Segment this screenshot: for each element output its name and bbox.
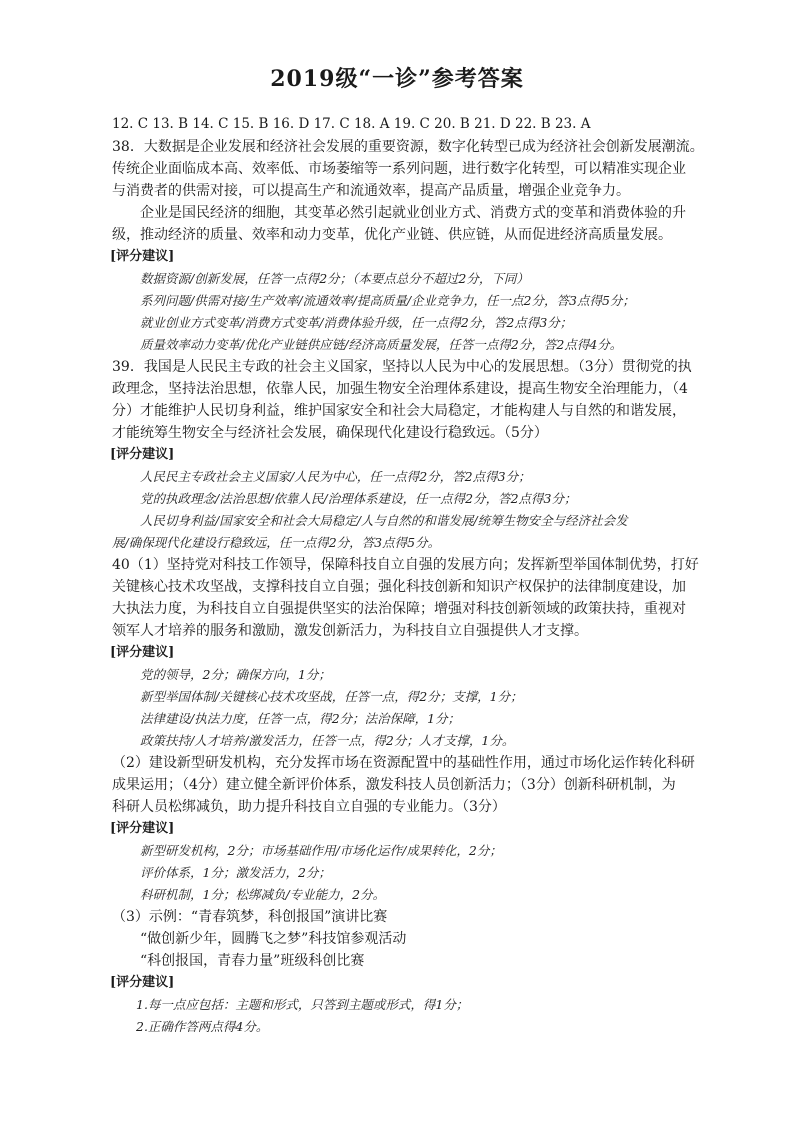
q38-criterion: 就业创业方式变革/消费方式变革/消费体验升级，任一点得2分，答2点得3分； xyxy=(140,315,573,330)
q38-line: 级，推动经济的质量、效率和动力变革，优化产业链、供应链，从而促进经济高质量发展。 xyxy=(112,227,672,243)
q40-2-criterion: 评价体系，1分；激发活力，2分； xyxy=(140,865,331,880)
q38-criterion: 系列问题/供需对接/生产效率/流通效率/提高质量/企业竞争力，任一点2分，答3点得5分； xyxy=(140,293,635,308)
q40-1-line: 大执法力度，为科技自立自强提供坚实的法治保障；增强对科技创新领域的政策扶持，重视对 xyxy=(112,601,686,617)
q40-1-line: 40（1）坚持党对科技工作领导，保障科技自立自强的发展方向；发挥新型举国体制优势，打好 xyxy=(112,557,699,573)
q39-line: 分）才能维护人民切身利益，维护国家安全和社会大局稳定，才能构建人与自然的和谐发展， xyxy=(112,403,686,419)
q39-criterion: 党的执政理念/法治思想/依靠人民/治理体系建设，任一点得2分，答2点得3分； xyxy=(140,491,577,506)
q40-1-criterion: 新型举国体制/关键核心技术攻坚战，任答一点，得2分；支撑，1分； xyxy=(140,689,523,704)
criteria-header: [评分建议] xyxy=(110,821,175,836)
q40-3-example: “科创报国，青春力量”班级科创比赛 xyxy=(140,953,365,969)
criteria-header: [评分建议] xyxy=(110,447,175,462)
q40-2-line: 科研人员松绑减负，助力提升科技自立自强的专业能力。（3分） xyxy=(112,799,506,815)
q39-criterion: 人民切身利益/国家安全和社会大局稳定/人与自然的和谐发展/统筹生物安全与经济社会发 xyxy=(140,513,628,528)
q38-line: 与消费者的供需对接，可以提高生产和流通效率，提高产品质量，增强企业竞争力。 xyxy=(112,183,630,199)
q40-1-criterion: 政策扶持/人才培养/激发活力，任答一点，得2分；人才支撑，1分。 xyxy=(140,733,515,748)
q40-3-example: “做创新少年，圆腾飞之梦”科技馆参观活动 xyxy=(140,931,407,947)
q39-line: 39．我国是人民民主专政的社会主义国家，坚持以人民为中心的发展思想。（3分）贯彻党的执 xyxy=(112,359,692,375)
q39-line: 才能统筹生物安全与经济社会发展，确保现代化建设行稳致远。（5分） xyxy=(112,425,548,441)
q40-3-line: （3）示例：“青春筑梦，科创报国”演讲比赛 xyxy=(112,909,388,925)
q38-criterion: 质量效率动力变革/优化产业链供应链/经济高质量发展，任答一点得2分，答2点得4分。 xyxy=(140,337,623,352)
q39-criterion: 展/确保现代化建设行稳致远，任一点得2分，答3点得5分。 xyxy=(112,535,441,550)
page-title: 2019级“一诊”参考答案 xyxy=(270,66,524,92)
mc-answers: 12. C 13. B 14. C 15. B 16. D 17. C 18. A 19. C 20. B 21. D 22. B 23. A xyxy=(112,116,591,132)
q40-3-criterion: 2.正确作答两点得4分。 xyxy=(136,1019,269,1034)
q40-2-line: （2）建设新型研发机构，充分发挥市场在资源配置中的基础性作用，通过市场化运作转化科研 xyxy=(112,755,695,771)
criteria-header: [评分建议] xyxy=(110,975,175,990)
q40-1-line: 领军人才培养的服务和激励，激发创新活力，为科技自立自强提供人才支撑。 xyxy=(112,623,588,639)
q40-2-criterion: 新型研发机构，2分；市场基础作用/市场化运作/成果转化，2分； xyxy=(140,843,502,858)
q39-line: 政理念，坚持法治思想，依靠人民，加强生物安全治理体系建设，提高生物安全治理能力，（4 xyxy=(112,381,688,397)
q40-1-line: 关键核心技术攻坚战，支撑科技自立自强；强化科技创新和知识产权保护的法律制度建设，加 xyxy=(112,579,686,595)
criteria-header: [评分建议] xyxy=(110,249,175,264)
criteria-header: [评分建议] xyxy=(110,645,175,660)
q40-2-line: 成果运用；（4分）建立健全新评价体系，激发科技人员创新活力；（3分）创新科研机制，为 xyxy=(112,777,676,793)
q38-line: 传统企业面临成本高、效率低、市场萎缩等一系列问题，进行数字化转型，可以精准实现企业 xyxy=(112,161,686,177)
q39-criterion: 人民民主专政社会主义国家/人民为中心，任一点得2分，答2点得3分； xyxy=(140,469,531,484)
q38-criterion: 数据资源/创新发展，任答一点得2分；（本要点总分不超过2分，下同） xyxy=(140,271,529,286)
q40-3-criterion: 1.每一点应包括：主题和形式，只答到主题或形式，得1分； xyxy=(136,997,469,1012)
q40-1-criterion: 党的领导，2分；确保方向，1分； xyxy=(140,667,331,682)
q38-line: 企业是国民经济的细胞，其变革必然引起就业创业方式、消费方式的变革和消费体验的升 xyxy=(140,205,686,221)
q40-2-criterion: 科研机制，1分；松绑减负/专业能力，2分。 xyxy=(140,887,386,902)
q40-1-criterion: 法律建设/执法力度，任答一点，得2分；法治保障，1分； xyxy=(140,711,461,726)
q38-line: 38．大数据是企业发展和经济社会发展的重要资源，数字化转型已成为经济社会创新发展潮流。 xyxy=(112,139,704,155)
